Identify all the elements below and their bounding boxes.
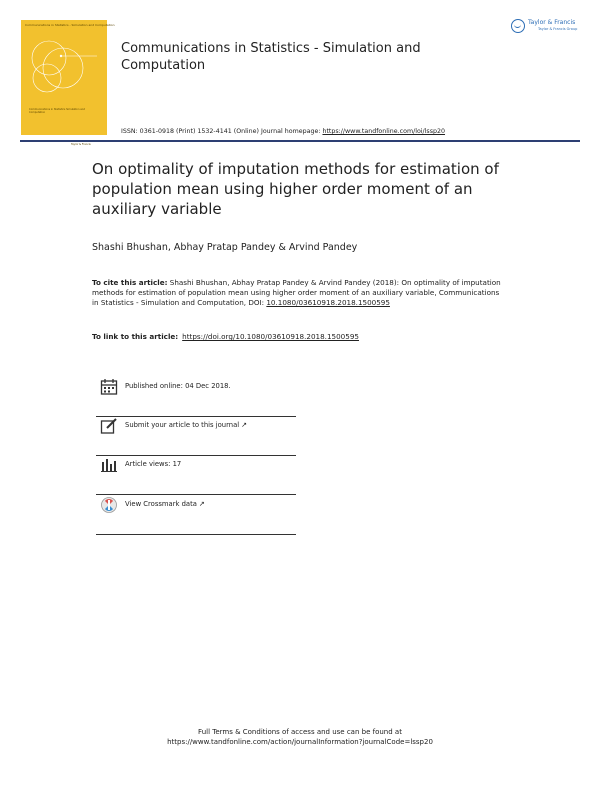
citation-text: Shashi Bhushan, Abhay Pratap Pandey & Arvind Pandey (2018): On optimality of imputation methods for estimation of population mean using higher order moment of an auxiliary variable, Communications in Statistics - Simulation and Computation, DOI: <box>92 278 501 307</box>
crossmark-item[interactable] <box>96 496 296 535</box>
published-online-label: Published online: 04 Dec 2018. <box>125 382 231 390</box>
calendar-icon <box>100 378 118 396</box>
citation-label: To cite this article: <box>92 278 168 287</box>
external-link-icon: ↗ <box>198 500 205 508</box>
publisher-logo-icon <box>511 19 525 33</box>
cover-title: Communications in Statistics - Simulation and Computation <box>25 23 115 27</box>
footer <box>0 727 600 747</box>
article-title: On optimality of imputation methods for estimation of population mean using higher order moment of an auxiliary variable <box>92 160 499 218</box>
cover-circles-graphic <box>21 20 107 135</box>
journal-homepage-link[interactable]: https://www.tandfonline.com/loi/lssp20 <box>322 128 446 135</box>
journal-cover-image <box>21 20 115 146</box>
bar-chart-icon <box>100 456 118 474</box>
cover-subtitle: Communications in Statistics Simulation and Computation <box>29 108 85 114</box>
header-divider <box>20 140 580 142</box>
article-views-item <box>96 456 296 495</box>
article-authors: Shashi Bhushan, Abhay Pratap Pandey & Arvind Pandey <box>92 242 358 253</box>
footer-terms-link[interactable]: https://www.tandfonline.com/action/journalInformation?journalCode=lssp20 <box>167 738 433 746</box>
published-online-item <box>96 378 296 417</box>
publisher-logo[interactable] <box>511 18 583 40</box>
crossmark-label[interactable]: View Crossmark data ↗ <box>125 500 205 508</box>
footer-terms-text: Full Terms & Conditions of access and use can be found at <box>198 728 402 736</box>
issn-line <box>121 128 445 135</box>
doi-link[interactable]: 10.1080/03610918.2018.1500595 <box>266 298 390 307</box>
external-link-icon: ↗ <box>241 421 248 429</box>
citation-block <box>92 278 502 308</box>
publisher-logo-name: Taylor & Francis <box>528 19 576 26</box>
submit-article-item[interactable] <box>96 417 296 456</box>
journal-title[interactable]: Communications in Statistics - Simulation and Computation <box>121 41 421 73</box>
article-doi-url[interactable]: https://doi.org/10.1080/03610918.2018.1500595 <box>182 332 359 341</box>
article-link-line <box>92 332 359 341</box>
article-link-label: To link to this article: <box>92 332 179 341</box>
crossmark-icon <box>100 496 118 514</box>
publisher-logo-sub: Taylor & Francis Group <box>538 27 578 31</box>
article-views-label: Article views: 17 <box>125 460 182 468</box>
edit-icon <box>100 417 118 435</box>
submit-article-label[interactable]: Submit your article to this journal ↗ <box>125 421 248 429</box>
cover-publisher: Taylor & Francis <box>71 143 91 146</box>
issn-text: ISSN: 0361-0918 (Print) 1532-4141 (Online) Journal homepage: <box>121 128 323 135</box>
